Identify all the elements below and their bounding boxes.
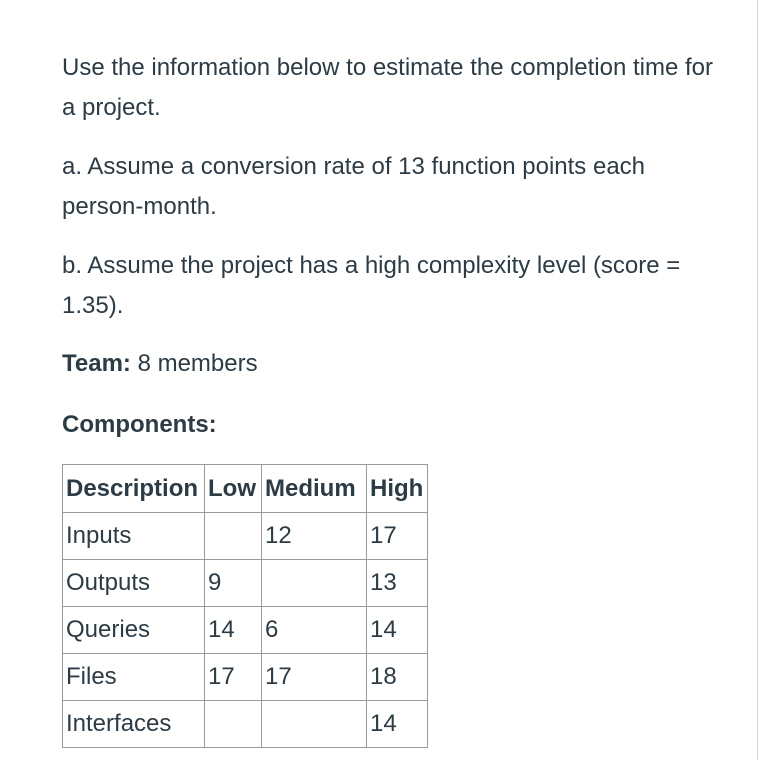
table-cell: Files	[63, 654, 205, 701]
table-cell: Outputs	[63, 560, 205, 607]
team-label: Team:	[62, 350, 131, 377]
table-cell	[205, 701, 262, 748]
table-cell: 14	[367, 607, 428, 654]
components-table	[62, 464, 428, 748]
table-cell: 12	[262, 513, 367, 560]
table-cell: Queries	[63, 607, 205, 654]
table-cell	[262, 701, 367, 748]
table-cell: Interfaces	[63, 701, 205, 748]
assumption-a: a. Assume a conversion rate of 13 function points each person-month.	[62, 153, 646, 220]
team-paragraph	[62, 344, 732, 384]
table-cell: Inputs	[63, 513, 205, 560]
question-content	[62, 48, 732, 748]
header-medium: Medium	[262, 465, 367, 513]
table-row	[63, 701, 428, 748]
table-cell: 6	[262, 607, 367, 654]
table-header-row	[63, 465, 428, 513]
components-heading-label: Components:	[62, 411, 217, 438]
team-value: 8 members	[137, 350, 258, 377]
table-cell: 17	[367, 513, 428, 560]
components-heading	[62, 405, 732, 445]
table-cell: 13	[367, 560, 428, 607]
table-cell	[262, 560, 367, 607]
intro-paragraph: Use the information below to estimate the completion time for a project.	[62, 54, 713, 121]
table-cell	[205, 513, 262, 560]
header-description: Description	[63, 465, 205, 513]
header-high: High	[367, 465, 428, 513]
assumption-b: b. Assume the project has a high complexity level (score = 1.35).	[62, 252, 681, 319]
table-cell: 17	[262, 654, 367, 701]
table-cell: 14	[367, 701, 428, 748]
header-low: Low	[205, 465, 262, 513]
table-cell: 14	[205, 607, 262, 654]
table-cell: 9	[205, 560, 262, 607]
table-row	[63, 654, 428, 701]
table-cell: 17	[205, 654, 262, 701]
table-row	[63, 560, 428, 607]
table-row	[63, 607, 428, 654]
table-row	[63, 513, 428, 560]
table-cell: 18	[367, 654, 428, 701]
